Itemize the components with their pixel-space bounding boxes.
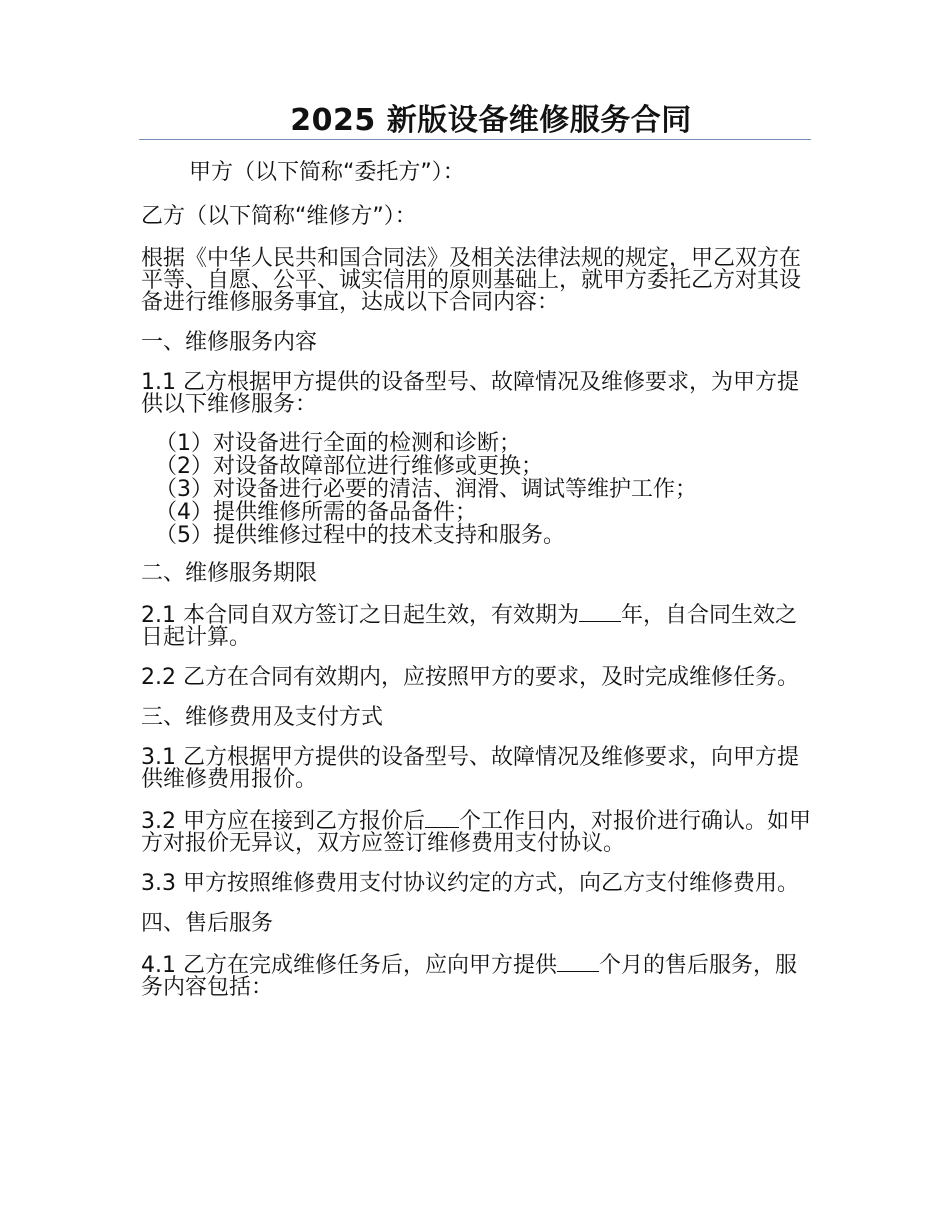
clause-1-1: 1.1 乙方根据甲方提供的设备型号、故障情况及维修要求，为甲方提供以下维修服务：	[141, 370, 799, 417]
clause-2-1	[141, 603, 811, 649]
clause-2-1-text-a: 2.1 本合同自双方签订之日起生效，有效期为	[141, 603, 579, 628]
section-2-heading: 二、维修服务期限	[141, 561, 318, 586]
clause-4-1-text-b: 个月的售后服务，服务内容包括：	[141, 953, 797, 1000]
list-item: （5）提供维修过程中的技术支持和服务。	[155, 523, 565, 548]
section-1-heading: 一、维修服务内容	[141, 330, 318, 355]
clause-2-1-text-b: 年，自合同生效之日起计算。	[141, 603, 797, 650]
document-title: 2025 新版设备维修服务合同	[290, 103, 692, 138]
list-item: （1）对设备进行全面的检测和诊断；	[155, 431, 521, 456]
blank-months-field	[557, 953, 599, 972]
blank-days-field	[425, 809, 459, 828]
clause-3-2-text-b: 个工作日内，对报价进行确认。如甲方对报价无异议，双方应签订维修费用支付协议。	[141, 809, 811, 856]
clause-3-2-text-a: 3.2 甲方应在接到乙方报价后	[141, 809, 425, 834]
list-item: （3）对设备进行必要的清洁、润滑、调试等维护工作；	[155, 477, 697, 502]
title-underline	[139, 139, 811, 140]
clause-4-1-text-a: 4.1 乙方在完成维修任务后，应向甲方提供	[141, 953, 557, 978]
list-item: （4）提供维修所需的备品备件；	[155, 500, 477, 525]
clause-3-3: 3.3 甲方按照维修费用支付协议约定的方式，向乙方支付维修费用。	[141, 871, 799, 896]
service-items-list	[141, 432, 811, 547]
party-b-line: 乙方（以下简称“维修方”）：	[141, 204, 417, 229]
title-block	[141, 100, 811, 140]
party-a-line: 甲方（以下简称“委托方”）：	[189, 160, 465, 185]
clause-3-2	[141, 809, 811, 855]
preamble-paragraph: 根据《中华人民共和国合同法》及相关法律法规的规定，甲乙双方在平等、自愿、公平、诚实信用的原则基础上，就甲方委托乙方对其设备进行维修服务事宜，达成以下合同内容：	[141, 246, 802, 315]
blank-years-field	[579, 603, 621, 622]
clause-4-1	[141, 953, 811, 999]
section-4-heading: 四、售后服务	[141, 911, 274, 936]
clause-3-1: 3.1 乙方根据甲方提供的设备型号、故障情况及维修要求，向甲方提供维修费用报价。	[141, 745, 799, 792]
clause-2-2: 2.2 乙方在合同有效期内，应按照甲方的要求，及时完成维修任务。	[141, 665, 799, 690]
section-3-heading: 三、维修费用及支付方式	[141, 705, 384, 730]
document-page	[141, 100, 811, 999]
list-item: （2）对设备故障部位进行维修或更换；	[155, 454, 543, 479]
